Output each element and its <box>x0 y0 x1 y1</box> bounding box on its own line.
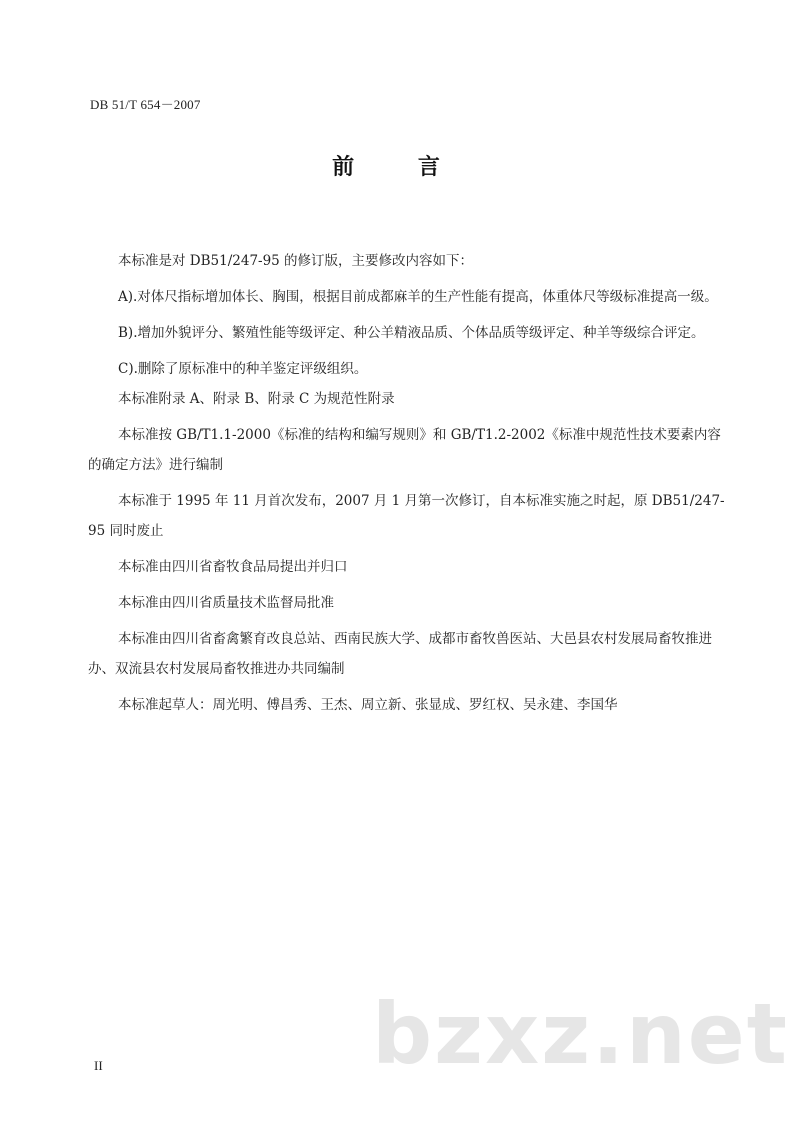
paragraph-intro: 本标准是对 DB51/247-95 的修订版，主要修改内容如下： <box>118 253 474 269</box>
paragraph-change-b: B).增加外貌评分、繁殖性能等级评定、种公羊精液品质、个体品质等级评定、种羊等级综合评定。 <box>118 325 705 341</box>
paragraph-change-a: A).对体尺指标增加体长、胸围，根据目前成都麻羊的生产性能有提高，体重体尺等级标准提高一级。 <box>118 289 718 305</box>
paragraph-issue-history: 本标准于 1995 年 11 月首次发布，2007 月 1 月第一次修订，自本标准实施之时起，原 DB51/247-95 同时废止 <box>88 493 725 539</box>
paragraph-compilers: 本标准由四川省畜禽繁育改良总站、西南民族大学、成都市畜牧兽医站、大邑县农村发展局畜牧推进办、双流县农村发展局畜牧推进办共同编制 <box>88 631 712 677</box>
page-number: II <box>94 1058 103 1073</box>
foreword-body <box>88 246 728 720</box>
page-title: 前 言 <box>332 155 468 180</box>
paragraph-proposer: 本标准由四川省畜牧食品局提出并归口 <box>118 559 348 575</box>
paragraph-change-c: C).删除了原标准中的种羊鉴定评级组织。 <box>118 361 368 377</box>
paragraph-appendix: 本标准附录 A、附录 B、附录 C 为规范性附录 <box>118 391 395 407</box>
paragraph-drafting-rules: 本标准按 GB/T1.1-2000《标准的结构和编写规则》和 GB/T1.2-2002《标准中规范性技术要素内容的确定方法》进行编制 <box>88 427 721 473</box>
standard-code: DB 51/T 654－2007 <box>90 97 201 112</box>
watermark-logo: bzxz.net <box>372 985 789 1083</box>
paragraph-drafters: 本标准起草人：周光明、傅昌秀、王杰、周立新、张显成、罗红权、吴永建、李国华 <box>118 697 618 713</box>
paragraph-approver: 本标准由四川省质量技术监督局批准 <box>118 595 334 611</box>
